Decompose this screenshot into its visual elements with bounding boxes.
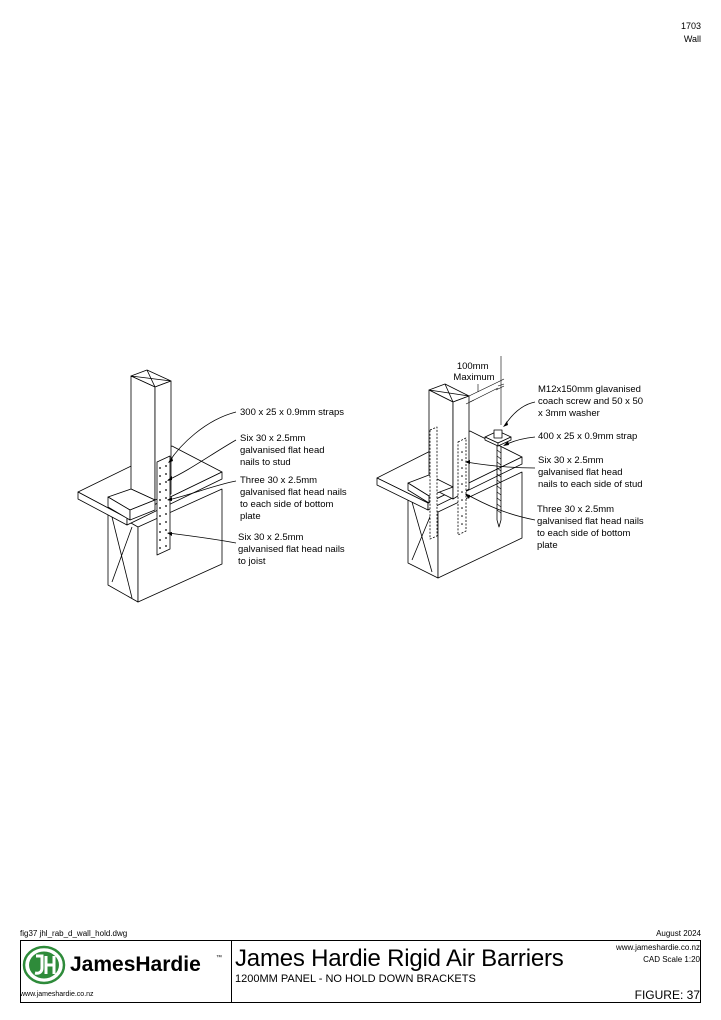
left-label-joist-nails: Six 30 x 2.5mm galvanised flat head nails to joist — [238, 532, 345, 567]
document-subtitle: 1200MM PANEL - NO HOLD DOWN BRACKETS — [235, 973, 476, 985]
brand-trademark: ™ — [216, 955, 222, 961]
right-label-stud-nails: Six 30 x 2.5mm galvanised flat head nails to each side of stud — [538, 455, 643, 490]
right-label-plate-nails: Three 30 x 2.5mm galvanised flat head nails to each side of bottom plate — [537, 504, 644, 551]
document-title: James Hardie Rigid Air Barriers — [235, 945, 564, 972]
right-label-coach-screw: M12x150mm glavanised coach screw and 50 x 50 x 3mm washer — [538, 384, 644, 419]
brand-name: JamesHardie — [70, 953, 201, 976]
right-strap — [430, 427, 437, 539]
left-detail-drawing — [78, 370, 236, 602]
issue-date: August 2024 — [656, 929, 701, 938]
left-strap — [157, 456, 170, 555]
right-label-dimension: 100mm Maximum — [453, 361, 495, 383]
right-label-strap: 400 x 25 x 0.9mm strap — [538, 431, 638, 442]
document-number: 1703 — [680, 21, 701, 31]
left-joist — [108, 510, 138, 602]
cad-scale: CAD Scale 1:20 — [643, 955, 700, 964]
left-label-plate-nails: Three 30 x 2.5mm galvanised flat head nails to each side of bottom plate — [240, 475, 347, 522]
right-detail-drawing — [377, 356, 535, 578]
website: www.jameshardie.co.nz — [615, 943, 700, 952]
file-name: fig37 jhl_rab_d_wall_hold.dwg — [20, 929, 128, 938]
document-section: Wall — [683, 34, 701, 44]
right-coach-screw — [494, 430, 502, 438]
figure-number: FIGURE: 37 — [634, 988, 700, 1002]
james-hardie-logo-icon — [22, 945, 66, 985]
website-small: www.jameshardie.co.nz — [20, 991, 94, 998]
svg-text:300 x 25 x 0.9mm straps — [240, 407, 344, 418]
svg-text:400 x 25 x 0.9mm strap — [538, 431, 637, 442]
left-label-straps: 300 x 25 x 0.9mm straps — [240, 407, 345, 418]
left-label-stud-nails: Six 30 x 2.5mm galvanised flat head nails to stud — [240, 433, 325, 468]
